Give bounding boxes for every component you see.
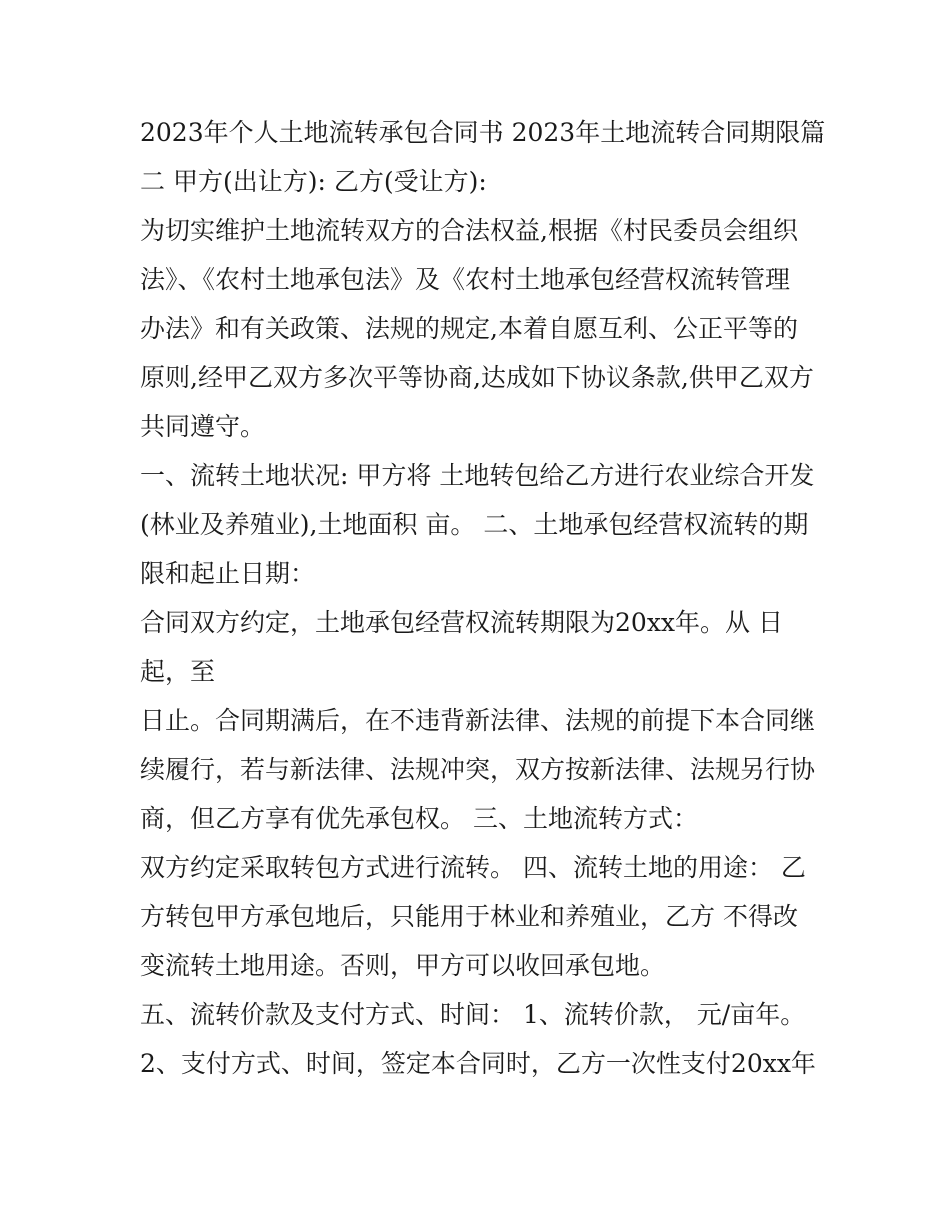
text-line: (林业及养殖业),土地面积 亩。 二、土地承包经营权流转的期 [140,510,809,539]
text-line: 商，但乙方享有优先承包权。 三、土地流转方式： [140,804,698,833]
text-line: 一、流转土地状况: 甲方将 土地转包给乙方进行农业综合开发 [140,461,815,490]
text-line: 变流转土地用途。否则，甲方可以收回承包地。 [140,951,666,980]
text-line: 五、流转价款及支付方式、时间： 1、流转价款， 元/亩年。 [140,1000,806,1029]
text-line: 二 甲方(出让方): 乙方(受让方): [140,167,487,196]
text-line: 原则,经甲乙双方多次平等协商,达成如下协议条款,供甲乙双方 [140,363,814,392]
text-line: 办法》和有关政策、法规的规定,本着自愿互利、公正平等的 [140,314,798,343]
text-line: 限和起止日期： [140,559,316,588]
text-line: 为切实维护土地流转双方的合法权益,根据《村民委员会组织 [140,216,798,245]
text-line: 共同遵守。 [140,412,266,441]
text-line: 2、支付方式、时间，签定本合同时，乙方一次性支付20xx年 [140,1049,816,1078]
text-line: 法》、《农村土地承包法》及《农村土地承包经营权流转管理 [140,265,791,294]
text-line: 合同双方约定，土地承包经营权流转期限为20xx年。从 日 [140,608,783,637]
text-line: 方转包甲方承包地后，只能用于林业和养殖业，乙方 不得改 [140,902,798,931]
text-line: 起，至 [140,657,216,686]
text-line: 2023年个人土地流转承包合同书 2023年土地流转合同期限篇 [140,118,826,147]
text-line: 双方约定采取转包方式进行流转。 四、流转土地的用途： 乙 [140,853,806,882]
document-body [140,108,826,1088]
text-line: 续履行，若与新法律、法规冲突，双方按新法律、法规另行协 [140,755,816,784]
text-line: 日止。合同期满后，在不违背新法律、法规的前提下本合同继 [140,706,816,735]
